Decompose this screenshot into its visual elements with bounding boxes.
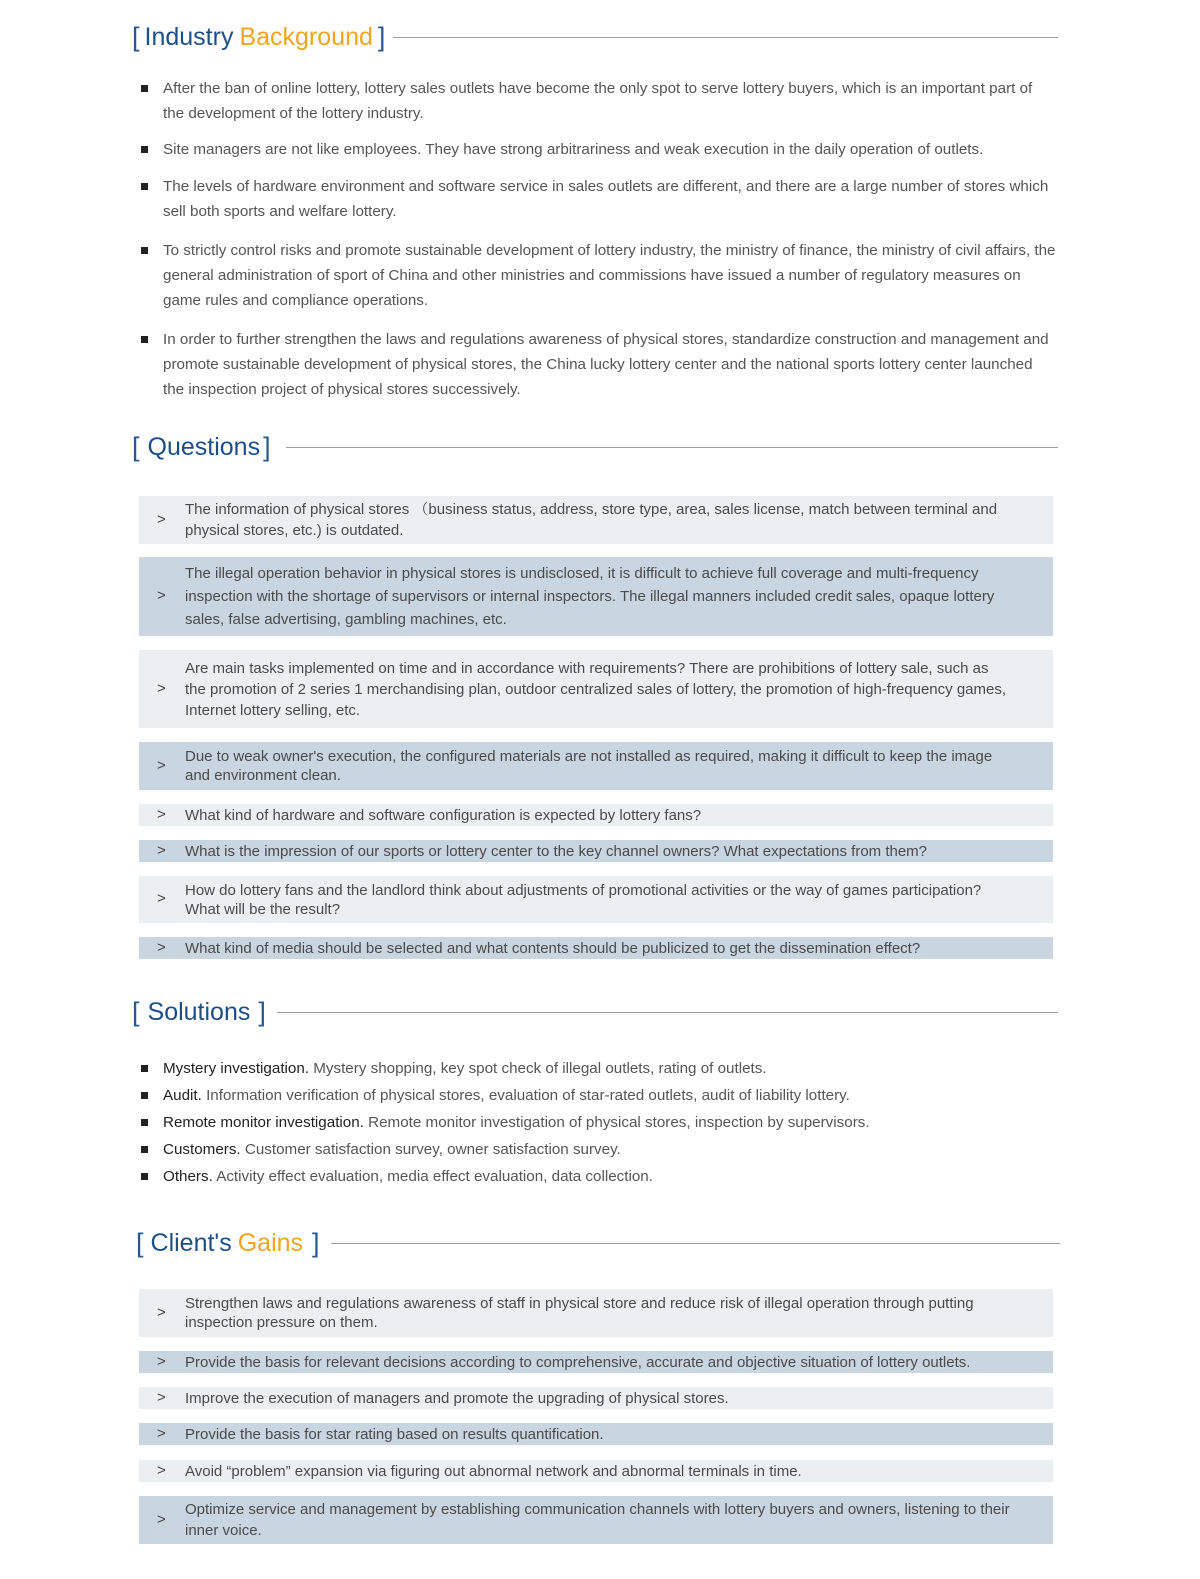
open-bracket: [ (132, 997, 140, 1027)
solutions-heading (132, 999, 266, 1026)
bullet-square-icon (141, 1119, 148, 1126)
gain-card (139, 1423, 1053, 1445)
gain-card (139, 1351, 1053, 1373)
chevron-right-icon: > (157, 1352, 166, 1370)
list-item: Mystery investigation. Mystery shopping, key spot check of illegal outlets, rating of outlets. (140, 1055, 1056, 1082)
gain-text: Strengthen laws and regulations awareness of staff in physical store and reduce risk of illegal operation through putting inspection pressure on them. (185, 1295, 974, 1331)
gain-text: Optimize service and management by establishing communication channels with lottery buyers and owners, listening to their inner voice. (185, 1501, 1010, 1539)
list-item: After the ban of online lottery, lottery sales outlets have become the only spot to serve lottery buyers, which is an important part of the development of the lottery industry. (140, 76, 1056, 126)
chevron-right-icon: > (157, 890, 166, 907)
gain-card (139, 1387, 1053, 1409)
question-card (139, 937, 1053, 959)
industry-background-list (140, 76, 1056, 402)
chevron-right-icon: > (157, 587, 166, 604)
question-card (139, 876, 1053, 923)
bullet-square-icon (141, 183, 148, 190)
questions-heading (132, 434, 271, 461)
gain-text: Provide the basis for star rating based on results quantification. (185, 1425, 604, 1443)
chevron-right-icon: > (157, 938, 166, 956)
close-bracket: ] (258, 997, 266, 1027)
question-text: What kind of media should be selected and what contents should be publicized to get the dissemination effect? (185, 939, 921, 957)
bullet-square-icon (141, 1092, 148, 1099)
clients-gains-heading (136, 1230, 320, 1257)
bullet-square-icon (141, 247, 148, 254)
bullet-square-icon (141, 1146, 148, 1153)
section-divider (286, 447, 1058, 448)
section-divider (277, 1012, 1058, 1013)
chevron-right-icon: > (157, 679, 166, 697)
gain-text: Improve the execution of managers and promote the upgrading of physical stores. (185, 1389, 729, 1407)
question-text: What is the impression of our sports or lottery center to the key channel owners? What expectations from them? (185, 842, 928, 860)
close-bracket: ] (312, 1228, 320, 1258)
question-card (139, 650, 1053, 728)
chevron-right-icon: > (157, 805, 166, 823)
list-item: The levels of hardware environment and software service in sales outlets are different, and there are a large number of stores which sell both sports and welfare lottery. (140, 174, 1056, 224)
question-card (139, 496, 1053, 544)
question-card (139, 804, 1053, 826)
industry-background-heading (132, 24, 385, 51)
question-text: Are main tasks implemented on time and in accordance with requirements? There are prohibitions of lottery sale, such as the promotion of 2 series 1 merchandising plan, outdoor centralized sales of lottery, the promotion of high-frequency games, Internet lottery selling, etc. (185, 659, 1007, 719)
chevron-right-icon: > (157, 510, 166, 528)
list-item: Audit. Information verification of physical stores, evaluation of star-rated outlets, audit of liability lottery. (140, 1082, 1056, 1109)
open-bracket: [ (136, 1228, 144, 1258)
open-bracket: [ (132, 432, 140, 462)
chevron-right-icon: > (157, 756, 166, 774)
close-bracket: ] (263, 432, 271, 462)
gain-card (139, 1289, 1053, 1337)
list-item: Customers. Customer satisfaction survey, owner satisfaction survey. (140, 1136, 1056, 1163)
question-text: Due to weak owner's execution, the configured materials are not installed as required, making it difficult to keep the image and environment clean. (185, 748, 993, 784)
gain-text: Avoid “problem” expansion via figuring out abnormal network and abnormal terminals in time. (185, 1462, 802, 1480)
heading-text: Questions (147, 433, 261, 461)
heading-text-part2: Gains (237, 1229, 304, 1257)
question-card (139, 840, 1053, 862)
solutions-list (140, 1055, 1056, 1190)
bullet-square-icon (141, 146, 148, 153)
question-text: The illegal operation behavior in physical stores is undisclosed, it is difficult to achieve full coverage and multi-frequency inspection with the shortage of supervisors or internal inspectors. The illegal manners included credit sales, opaque lottery sales, false advertising, gambling machines, etc. (185, 565, 995, 628)
chevron-right-icon: > (157, 1388, 166, 1406)
bullet-square-icon (141, 1173, 148, 1180)
question-text: What kind of hardware and software configuration is expected by lottery fans? (185, 806, 702, 824)
heading-text: Solutions (147, 998, 251, 1026)
heading-text-part1: Client's (150, 1229, 232, 1257)
chevron-right-icon: > (157, 1461, 166, 1479)
chevron-right-icon: > (157, 841, 166, 859)
section-divider (331, 1243, 1060, 1244)
list-item: In order to further strengthen the laws and regulations awareness of physical stores, standardize construction and management and promote sustainable development of physical stores, the China lucky lottery center and the national sports lottery center launched the inspection project of physical stores successively. (140, 327, 1056, 402)
gain-text: Provide the basis for relevant decisions according to comprehensive, accurate and objective situation of lottery outlets. (185, 1353, 971, 1371)
gain-card (139, 1460, 1053, 1482)
chevron-right-icon: > (157, 1303, 166, 1321)
chevron-right-icon: > (157, 1424, 166, 1442)
open-bracket: [ (132, 22, 140, 52)
gain-card (139, 1496, 1053, 1544)
list-item: Site managers are not like employees. They have strong arbitrariness and weak execution in the daily operation of outlets. (140, 137, 1056, 162)
list-item: Remote monitor investigation. Remote monitor investigation of physical stores, inspection by supervisors. (140, 1109, 1056, 1136)
question-text: How do lottery fans and the landlord think about adjustments of promotional activities or the way of games participation? What will be the result? (185, 881, 982, 918)
question-card (139, 557, 1053, 636)
bullet-square-icon (141, 85, 148, 92)
chevron-right-icon: > (157, 1510, 166, 1528)
question-card (139, 742, 1053, 790)
question-text: The information of physical stores （business status, address, store type, area, sales license, match between terminal and physical stores, etc.) is outdated. (185, 501, 998, 539)
list-item: To strictly control risks and promote sustainable development of lottery industry, the ministry of finance, the ministry of civil affairs, the general administration of sport of China and other ministries and commissions have issued a number of regulatory measures on game rules and compliance operations. (140, 238, 1056, 313)
section-divider (393, 37, 1058, 38)
heading-text-part2: Background (239, 23, 373, 51)
heading-text-part1: Industry (144, 23, 234, 51)
bullet-square-icon (141, 1065, 148, 1072)
close-bracket: ] (377, 22, 386, 52)
list-item: Others. Activity effect evaluation, media effect evaluation, data collection. (140, 1163, 1056, 1190)
bullet-square-icon (141, 336, 148, 343)
